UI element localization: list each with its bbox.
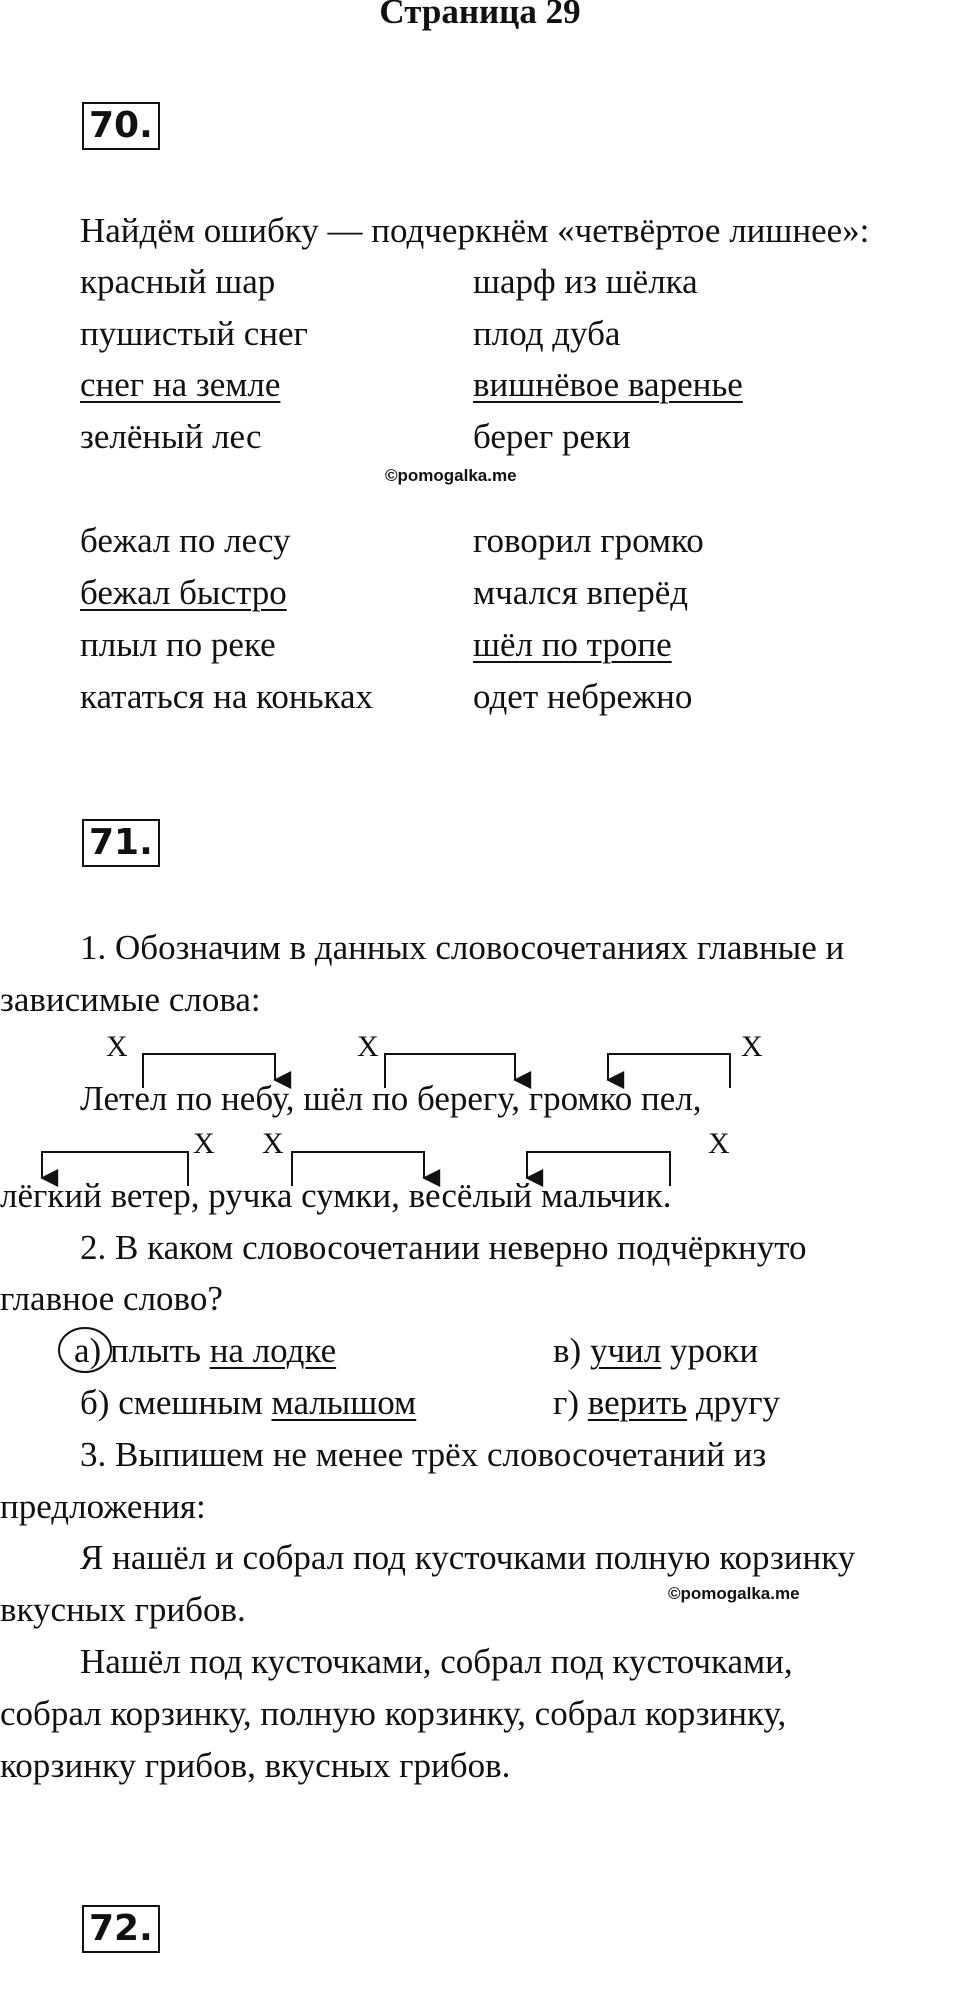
watermark: ©pomogalka.me: [385, 466, 517, 485]
ex70-left-6-underlined: бежал быстро: [80, 573, 287, 612]
ex70-right-5: говорил громко: [473, 521, 704, 560]
ex71-task3-cont: предложения:: [0, 1487, 206, 1526]
ex71-answer-1: Нашёл под кусточками, собрал под кусточками,: [80, 1642, 793, 1681]
ex70-right-3-underlined: вишнёвое варенье: [473, 365, 743, 404]
ex70-left-3-underlined: снег на земле: [80, 365, 281, 404]
ex70-right-6: мчался вперёд: [473, 573, 689, 612]
page-title: Страница 29: [379, 0, 581, 31]
ex70-right-2: плод дуба: [473, 314, 621, 353]
ex70-right-8: одет небрежно: [473, 677, 693, 716]
main-word-mark: X: [193, 1127, 215, 1160]
main-word-mark: X: [262, 1127, 284, 1160]
ex71-answer-3: корзинку грибов, вкусных грибов.: [0, 1746, 511, 1785]
main-word-mark: X: [357, 1030, 379, 1063]
watermark: ©pomogalka.me: [668, 1584, 800, 1603]
exercise-number-71: 71.: [82, 819, 160, 867]
exercise-number-70: 70.: [82, 102, 160, 150]
ex70-left-4: зелёный лес: [80, 417, 262, 456]
main-word-mark: X: [741, 1030, 763, 1063]
main-word-mark: X: [106, 1030, 128, 1063]
ex71-task2: 2. В каком словосочетании неверно подчёркнуто: [80, 1228, 807, 1267]
ex71-line2: лёгкий ветер, ручка сумки, весёлый мальчик.: [0, 1176, 672, 1215]
ex70-left-5: бежал по лесу: [80, 521, 291, 560]
ex71-task3: 3. Выпишем не менее трёх словосочетаний из: [80, 1435, 767, 1474]
option-a: а) плыть на лодке: [74, 1331, 337, 1370]
ex70-right-4: берег реки: [473, 417, 631, 456]
option-g: г) верить другу: [553, 1383, 781, 1422]
ex70-right-1: шарф из шёлка: [473, 262, 698, 301]
exercise-number-72: 72.: [82, 1905, 160, 1953]
ex71-line1: Летел по небу, шёл по берегу, громко пел,: [80, 1079, 702, 1118]
ex71-answer-2: собрал корзинку, полную корзинку, собрал корзинку,: [0, 1694, 787, 1733]
ex71-sentence: Я нашёл и собрал под кусточками полную корзинку: [80, 1538, 856, 1577]
option-v: в) учил уроки: [553, 1331, 759, 1370]
ex70-left-8: кататься на коньках: [80, 677, 374, 716]
ex70-left-1: красный шар: [80, 262, 276, 301]
ex70-intro: Найдём ошибку — подчеркнём «четвёртое лишнее»:: [80, 211, 870, 250]
ex70-left-7: плыл по реке: [80, 625, 276, 664]
ex71-task2-cont: главное слово?: [0, 1279, 223, 1318]
main-word-mark: X: [708, 1127, 730, 1160]
ex71-task1: 1. Обозначим в данных словосочетаниях главные и: [80, 928, 845, 967]
ex71-task1-cont: зависимые слова:: [0, 980, 261, 1019]
ex70-left-2: пушистый снег: [80, 314, 308, 353]
ex70-right-7-underlined: шёл по тропе: [473, 625, 672, 664]
ex71-sentence-cont: вкусных грибов.: [0, 1590, 246, 1629]
option-b: б) смешным малышом: [80, 1383, 417, 1422]
